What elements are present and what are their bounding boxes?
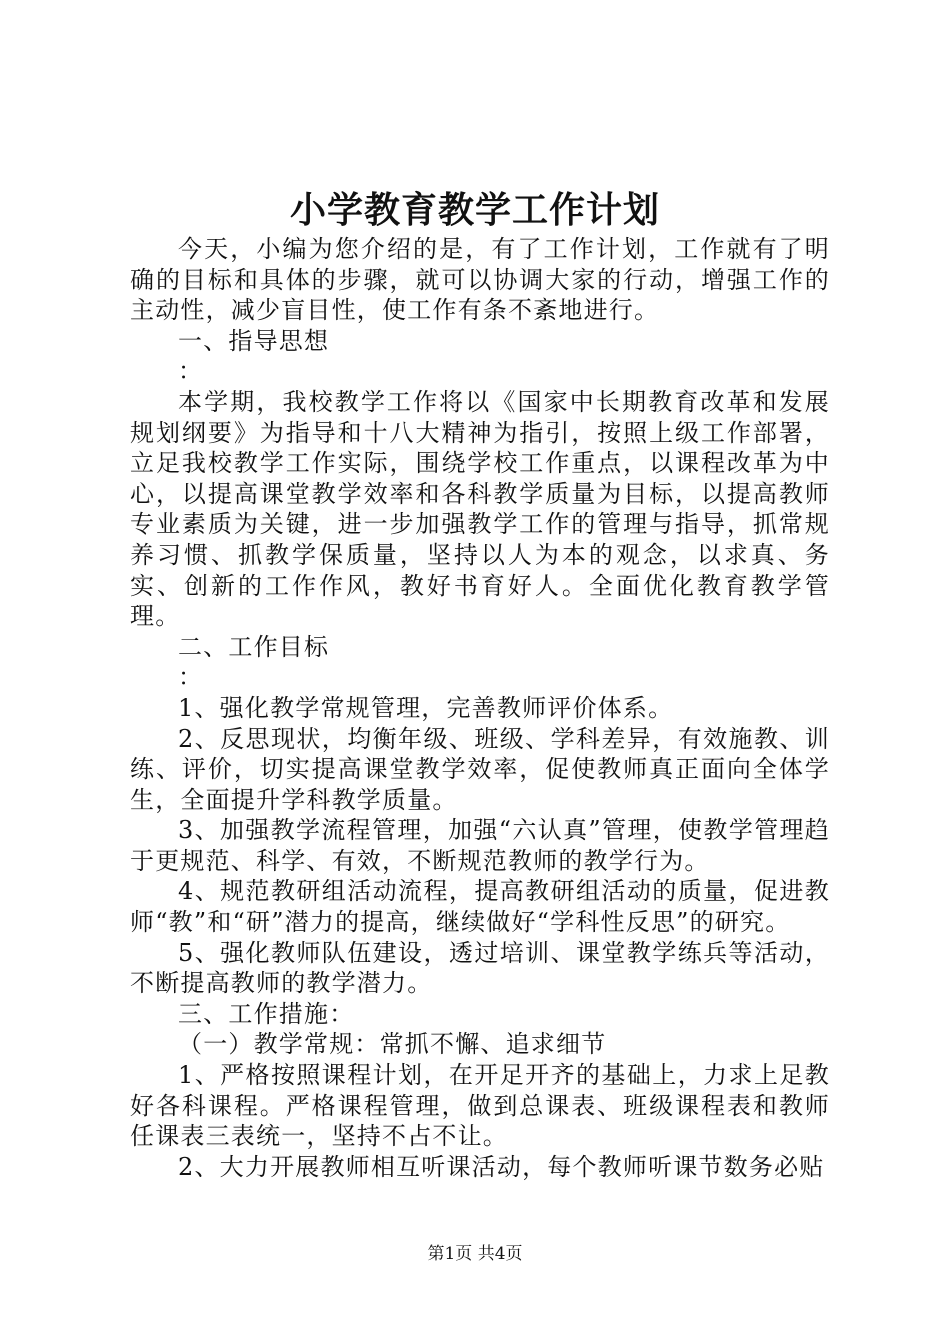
measure-item-1: 1、严格按照课程计划，在开足开齐的基础上，力求上足教好各科课程。严格课程管理，做到总课表、班级课程表和教师任课表三表统一，坚持不占不让。 (130, 1061, 830, 1151)
measure-item-2: 2、大力开展教师相互听课活动，每个教师听课节数务必贴 (178, 1152, 825, 1181)
goal-item-5: 5、强化教师队伍建设，透过培训、课堂教学练兵等活动，不断提高教师的教学潜力。 (130, 938, 830, 998)
goal-item-4: 4、规范教研组活动流程，提高教研组活动的质量，促进教师“教”和“研”潜力的提高，继续做好“学科性反思”的研究。 (130, 877, 830, 937)
goal-item-3: 3、加强教学流程管理，加强“六认真”管理，使教学管理趋于更规范、科学、有效，不断规范教师的教学行为。 (130, 816, 830, 875)
section-heading-work-goals: 二、工作目标 (178, 632, 330, 661)
colon-line: ： (178, 663, 204, 692)
section-heading-work-measures: 三、工作措施： (178, 999, 355, 1028)
page-footer: 第1页 共4页 (427, 1244, 523, 1264)
paragraph-guiding-thought: 本学期，我校教学工作将以《国家中长期教育改革和发展规划纲要》为指导和十八大精神为指引，按照上级工作部署，立足我校教学工作实际，围绕学校工作重点，以课程改革为中心，以提高课堂教学效率和各科教学质量为目标，以提高教师专业素质为关键，进一步加强教学工作的管理与指导，抓常规养习惯、抓教学保质量，坚持以人为本的观念，以求真、务实、创新的工作作风，教好书育好人。全面优化教育教学管理。 (130, 387, 830, 631)
goal-item-1: 1、强化教学常规管理，完善教师评价体系。 (178, 693, 674, 722)
colon-line: ： (178, 357, 204, 386)
goal-item-2: 2、反思现状，均衡年级、班级、学科差异，有效施教、训练、评价，切实提高课堂教学效率，促使教师真正面向全体学生，全面提升学科教学质量。 (130, 724, 830, 814)
subsection-heading-teaching-routine: （一）教学常规：常抓不懈、追求细节 (178, 1030, 607, 1059)
page-title: 小学教育教学工作计划 (289, 189, 660, 231)
document-body (130, 234, 830, 1182)
paragraph-intro: 今天，小编为您介绍的是，有了工作计划，工作就有了明确的目标和具体的步骤，就可以协调大家的行动，增强工作的主动性，减少盲目性，使工作有条不紊地进行。 (130, 235, 830, 325)
section-heading-guiding-thought: 一、指导思想 (178, 326, 330, 355)
